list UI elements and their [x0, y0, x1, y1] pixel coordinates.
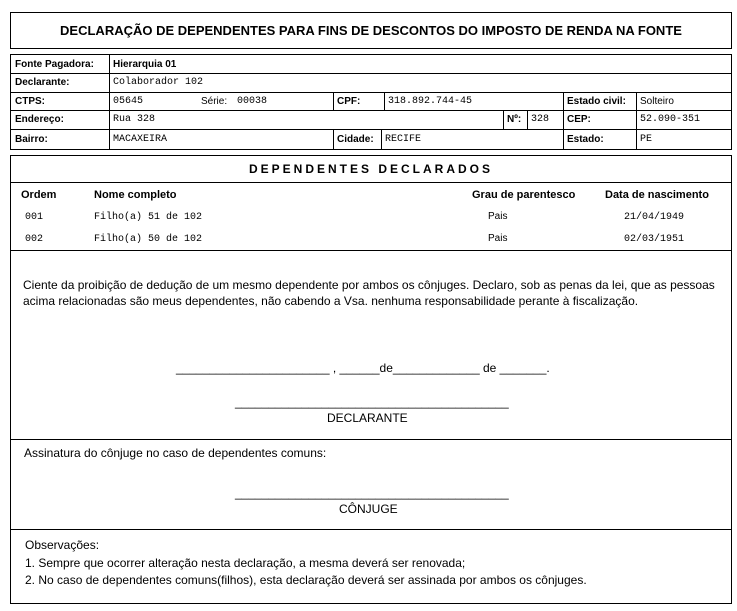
estado-label: Estado: — [567, 134, 604, 145]
endereco-label: Endereço: — [15, 114, 64, 125]
dependents-title: DEPENDENTES DECLARADOS — [11, 156, 731, 183]
cpf-label: CPF: — [337, 95, 361, 107]
ctps-label: CTPS: — [15, 95, 45, 107]
spouse-text: Assinatura do cônjuge no caso de dependentes comuns: — [24, 446, 327, 460]
declarante-signature-label: DECLARANTE — [327, 411, 408, 425]
row1-data: 21/04/1949 — [624, 212, 685, 223]
bairro-value: MACAXEIRA — [113, 134, 168, 145]
fonte-pagadora-value: Hierarquia 01 — [113, 58, 177, 70]
dependents-section — [10, 155, 732, 251]
spouse-signature-line[interactable]: _________________________________________ — [235, 486, 509, 500]
numero-value: 328 — [531, 114, 550, 125]
bairro-label: Bairro: — [15, 134, 48, 145]
row1-grau: Pais — [488, 211, 508, 222]
row2-data: 02/03/1951 — [624, 234, 685, 245]
observations-section — [10, 529, 732, 604]
endereco-value: Rua 328 — [113, 114, 156, 125]
row2-ordem: 002 — [25, 234, 44, 245]
fonte-pagadora-label: Fonte Pagadora: — [15, 58, 94, 70]
spouse-section — [10, 439, 732, 530]
header-grau: Grau de parentesco — [472, 189, 576, 201]
estado-civil-value: Solteiro — [640, 95, 674, 107]
identification-grid — [10, 54, 732, 150]
declaration-text: Ciente da proibição de dedução de um mesmo dependente por ambos os cônjuges. Declaro, sob as penas da lei, que as pessoas acima relacionadas são meus dependentes, não cabendo a Vsa. nenhuma responsabilidade perante à fiscalização. — [23, 278, 715, 308]
spouse-signature-label: CÔNJUGE — [339, 502, 398, 516]
observation-item-2: 2. No caso de dependentes comuns(filhos), esta declaração deverá ser assinada por ambos os cônjuges. — [25, 573, 587, 587]
declarante-label: Declarante: — [15, 77, 70, 88]
header-data: Data de nascimento — [605, 189, 709, 201]
header-nome: Nome completo — [94, 189, 177, 201]
cpf-value: 318.892.744-45 — [388, 95, 473, 107]
row1-nome: Filho(a) 51 de 102 — [94, 212, 203, 223]
row1-ordem: 001 — [25, 212, 44, 223]
place-date-line[interactable]: _______________________ , ______de_____________ de _______. — [176, 361, 550, 375]
observations-title: Observações: — [25, 538, 100, 552]
cidade-label: Cidade: — [337, 134, 374, 145]
observation-item-1: 1. Sempre que ocorrer alteração nesta declaração, a mesma deverá ser renovada; — [25, 556, 466, 570]
declaration-section — [10, 250, 732, 440]
header-ordem: Ordem — [21, 189, 57, 201]
declarante-value: Colaborador 102 — [113, 77, 204, 88]
row2-nome: Filho(a) 50 de 102 — [94, 234, 203, 245]
cep-label: CEP: — [567, 114, 591, 125]
ctps-value: 05645 — [113, 95, 144, 107]
numero-label: Nº: — [507, 114, 522, 125]
row2-grau: Pais — [488, 233, 508, 244]
estado-civil-label: Estado civil: — [567, 95, 626, 107]
serie-value: 00038 — [237, 95, 268, 107]
estado-value: PE — [640, 134, 653, 145]
declarante-signature-line[interactable]: _________________________________________ — [235, 395, 509, 409]
cep-value: 52.090-351 — [640, 114, 701, 125]
document-title: DECLARAÇÃO DE DEPENDENTES PARA FINS DE DESCONTOS DO IMPOSTO DE RENDA NA FONTE — [10, 12, 732, 49]
cidade-value: RECIFE — [385, 134, 422, 145]
serie-label: Série: — [201, 95, 228, 107]
